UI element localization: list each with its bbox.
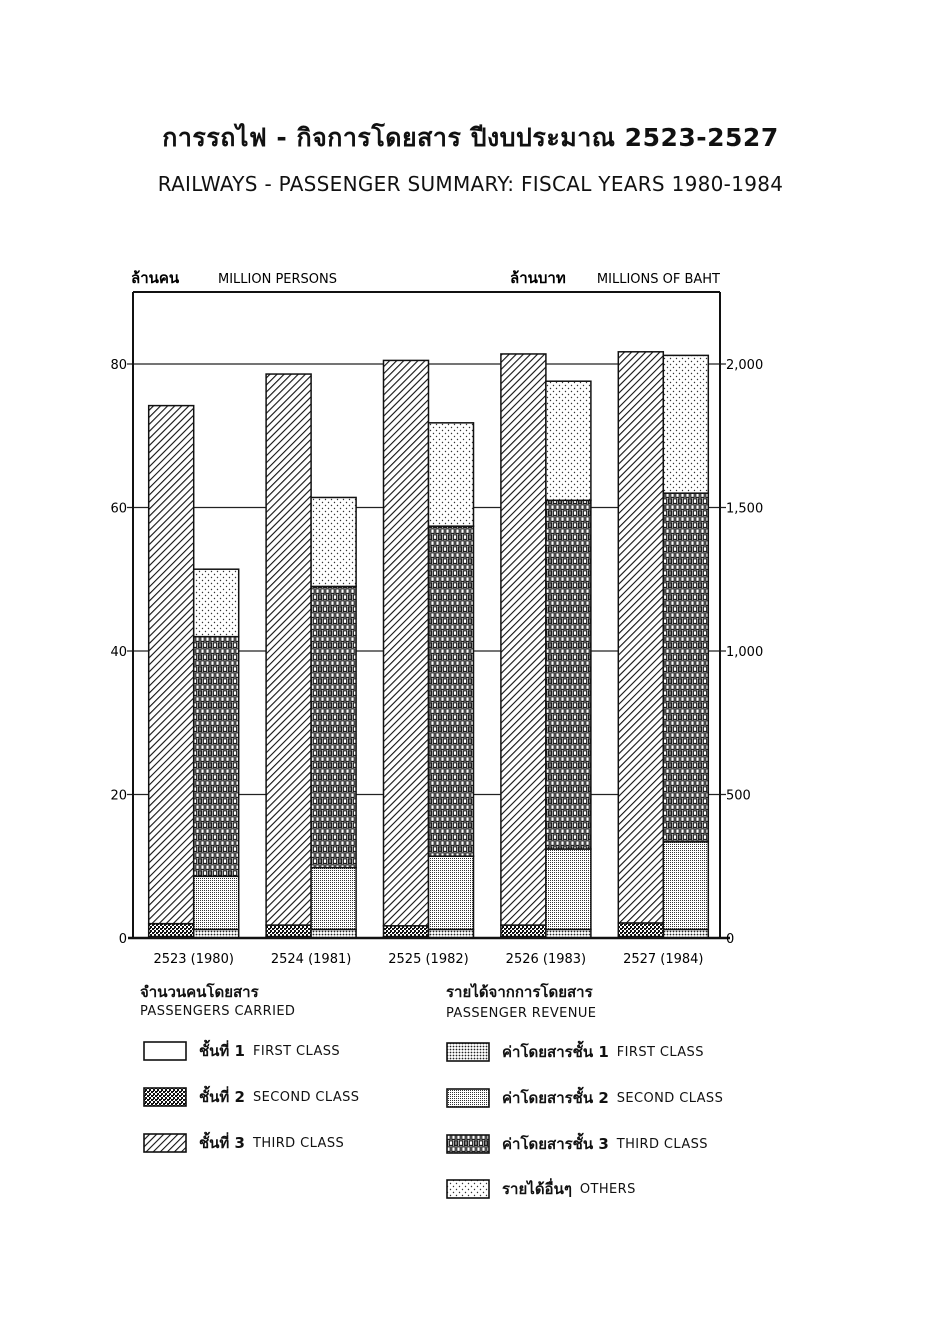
bar-revenue-second-class [663, 842, 708, 930]
left-tick-label: 40 [110, 645, 127, 660]
legend-label-thai: รายได้อื่นๆ [502, 1180, 572, 1198]
bar-passengers-second-class [149, 924, 194, 937]
legend-swatch-sparse-dots [446, 1179, 490, 1199]
legend-swatch-white [143, 1041, 187, 1061]
legend-label-thai: ชั้นที่ 2 [199, 1088, 245, 1106]
left-tick-label: 20 [110, 788, 127, 804]
bar-revenue-others [546, 381, 591, 500]
legend-label: THIRD CLASS [616, 1136, 708, 1152]
legend-revenue-heading-thai: รายได้จากการโดยสาร [446, 983, 593, 1001]
legend-item-revenue-second-class [446, 1087, 723, 1109]
bar-revenue-third-class [546, 500, 591, 849]
bar-revenue-second-class [429, 856, 474, 929]
bar-revenue-first-class [546, 929, 591, 938]
bar-passengers-second-class [384, 926, 429, 937]
legend-swatch-diagonal [143, 1133, 187, 1153]
legend-label: THIRD CLASS [252, 1135, 345, 1151]
right-tick-label: 1,000 [726, 645, 764, 660]
legend-swatch-fine-dots [446, 1088, 490, 1108]
legend-item-passengers-first-class [143, 1040, 340, 1062]
bar-revenue-second-class [546, 849, 591, 929]
legend-swatch-dots [446, 1042, 490, 1062]
bar-revenue-others [311, 497, 356, 586]
legend-revenue-heading: PASSENGER REVENUE [446, 1006, 597, 1021]
bar-revenue-first-class [429, 929, 474, 938]
legend-passengers-heading: PASSENGERS CARRIED [140, 1004, 296, 1019]
bar-revenue-others [194, 569, 239, 636]
chart-title-thai: การรถไฟ - กิจการโดยสาร ปีงบประมาณ 2523-2527 [162, 123, 779, 152]
right-tick-label: 1,500 [726, 501, 764, 517]
bar-revenue-first-class [194, 929, 239, 938]
bar-revenue-second-class [194, 876, 239, 929]
right-axis-label-thai: ล้านบาท [510, 269, 566, 287]
bar-revenue-first-class [311, 929, 356, 938]
bar-revenue-second-class [311, 868, 356, 930]
bar-revenue-third-class [194, 637, 239, 877]
category-label: 2523 (1980) [153, 952, 234, 967]
legend-label: FIRST CLASS [616, 1044, 704, 1060]
legend-label: SECOND CLASS [616, 1090, 724, 1106]
bar-passengers-third-class [149, 406, 194, 924]
legend-item-revenue-others [446, 1178, 636, 1200]
legend-label: SECOND CLASS [252, 1089, 360, 1105]
bar-passengers-third-class [266, 374, 311, 925]
right-tick-label: 2,000 [726, 358, 764, 373]
bar-revenue-others [663, 355, 708, 493]
left-axis-label-thai: ล้านคน [131, 269, 180, 287]
legend-label-thai: ค่าโดยสารชั้น 1 [502, 1043, 609, 1061]
legend-item-passengers-second-class [143, 1086, 359, 1108]
bar-revenue-first-class [663, 929, 708, 938]
legend-label-thai: ชั้นที่ 1 [199, 1042, 245, 1060]
category-label: 2525 (1982) [388, 952, 469, 967]
category-label: 2527 (1984) [623, 952, 704, 967]
legend-label: OTHERS [579, 1181, 636, 1197]
legend-label-thai: ค่าโดยสารชั้น 3 [502, 1135, 609, 1153]
bar-revenue-third-class [429, 526, 474, 856]
left-tick-label: 0 [118, 932, 127, 947]
bar-revenue-third-class [311, 586, 356, 867]
legend-swatch-crosshatch [143, 1087, 187, 1107]
bar-revenue-others [429, 423, 474, 526]
left-tick-label: 60 [110, 501, 127, 517]
legend-item-revenue-third-class [446, 1133, 708, 1155]
category-label: 2524 (1981) [270, 952, 352, 967]
right-tick-label: 0 [726, 932, 735, 947]
legend-swatch-brick [446, 1134, 490, 1154]
left-axis-label: MILLION PERSONS [218, 272, 338, 287]
right-axis-label: MILLIONS OF BAHT [596, 272, 720, 287]
left-tick-label: 80 [110, 358, 127, 373]
bar-revenue-third-class [663, 493, 708, 842]
legend-label: FIRST CLASS [252, 1043, 341, 1059]
legend-label-thai: ชั้นที่ 3 [199, 1134, 245, 1152]
legend-label-thai: ค่าโดยสารชั้น 2 [502, 1089, 609, 1107]
bar-passengers-second-class [618, 923, 663, 937]
bar-passengers-second-class [501, 925, 546, 936]
bar-passengers-second-class [266, 925, 311, 936]
bar-passengers-third-class [384, 360, 429, 925]
legend-item-passengers-third-class [143, 1132, 344, 1154]
bar-passengers-third-class [501, 354, 546, 925]
chart-title-english: RAILWAYS - PASSENGER SUMMARY: FISCAL YEARS 1980-1984 [157, 172, 784, 196]
category-label: 2526 (1983) [505, 952, 587, 967]
bar-passengers-third-class [618, 352, 663, 923]
legend-item-revenue-first-class [446, 1041, 704, 1063]
right-tick-label: 500 [726, 788, 751, 804]
legend-passengers-heading-thai: จำนวนคนโดยสาร [140, 983, 259, 1001]
